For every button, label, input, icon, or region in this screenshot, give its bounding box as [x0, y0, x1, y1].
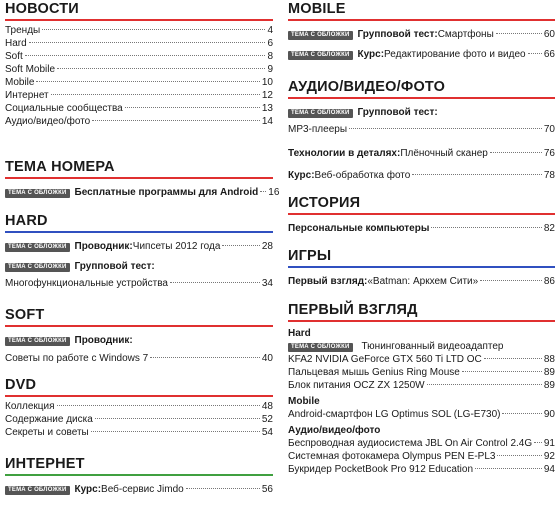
toc-row[interactable] [5, 240, 273, 253]
leader-dots [36, 81, 259, 82]
toc-row[interactable] [288, 379, 555, 392]
section-hard [5, 213, 273, 290]
toc-row[interactable] [288, 437, 555, 450]
leader-dots [42, 29, 265, 30]
toc-title: Плёночный сканер [400, 148, 488, 159]
leader-dots [528, 53, 542, 54]
page-number: 6 [267, 38, 273, 49]
page-number: 14 [261, 116, 273, 127]
page-number: 91 [543, 438, 555, 449]
leader-dots [51, 94, 260, 95]
section-dvd [5, 377, 273, 439]
toc-title: «Batman: Аркхем Сити» [367, 276, 479, 287]
leader-dots [534, 442, 542, 443]
page-number: 56 [261, 484, 273, 495]
section-title-soft: SOFT [5, 307, 273, 327]
section-title-mobile: MOBILE [288, 1, 555, 21]
leader-dots [484, 358, 542, 359]
toc-row[interactable] [5, 352, 273, 365]
section-history [288, 195, 555, 235]
cover-story-tag: ТЕМА С ОБЛОЖКИ [288, 31, 353, 40]
page-number: 48 [261, 401, 273, 412]
toc-title: Социальные сообщества [5, 103, 123, 114]
page-number: 60 [543, 29, 555, 40]
toc-title-bold: Групповой тест: [357, 29, 438, 40]
toc-title: Системная фотокамера Olympus PEN E-PL3 [288, 451, 496, 462]
toc-title-bold: Групповой тест: [357, 107, 438, 118]
toc-title: Бесплатные программы для Android [74, 187, 259, 198]
page-number: 89 [543, 367, 555, 378]
leader-dots [349, 128, 542, 129]
leader-dots [95, 418, 260, 419]
toc-title: Многофункциональные устройства [5, 278, 168, 289]
section-first-look [288, 302, 555, 476]
leader-dots [57, 68, 265, 69]
leader-dots [260, 191, 266, 192]
toc-title-bold: Курс: [288, 170, 315, 181]
page-number: 70 [543, 124, 555, 135]
page-number: 13 [261, 103, 273, 114]
subsection-hard: Hard [288, 328, 311, 339]
leader-dots [25, 55, 266, 56]
leader-dots [186, 488, 260, 489]
toc-row[interactable] [288, 463, 555, 476]
leader-dots [222, 245, 259, 246]
section-title-first-look: ПЕРВЫЙ ВЗГЛЯД [288, 302, 555, 322]
page-number: 34 [261, 278, 273, 289]
section-title-internet: ИНТЕРНЕТ [5, 456, 273, 476]
toc-title: Hard [5, 38, 27, 49]
toc-row[interactable] [5, 89, 273, 102]
cover-story-tag: ТЕМА С ОБЛОЖКИ [5, 263, 70, 272]
toc-row[interactable] [288, 48, 555, 61]
section-internet [5, 456, 273, 496]
toc-row[interactable] [288, 408, 555, 421]
toc-row[interactable] [288, 106, 555, 119]
toc-title: Mobile [5, 77, 35, 88]
page-number: 66 [543, 49, 555, 60]
toc-title: Секреты и советы [5, 427, 89, 438]
subsection-audio-video-photo: Аудио/видео/фото [288, 425, 381, 436]
toc-row[interactable] [5, 37, 273, 50]
page-number: 40 [261, 353, 273, 364]
cover-story-tag: ТЕМА С ОБЛОЖКИ [5, 486, 70, 495]
section-soft [5, 307, 273, 365]
toc-row[interactable] [288, 353, 555, 366]
toc-title: Android-смартфон LG Optimus SOL (LG-E730) [288, 409, 501, 420]
toc-title-bold: Технологии в деталях: [288, 148, 401, 159]
section-title-news: НОВОСТИ [5, 1, 273, 21]
leader-dots [462, 371, 542, 372]
toc-row[interactable] [5, 426, 273, 439]
section-audio-video-photo [288, 79, 555, 182]
toc-row[interactable] [288, 340, 555, 353]
page-number: 8 [267, 51, 273, 62]
toc-row[interactable] [5, 76, 273, 89]
toc-row[interactable] [5, 24, 273, 37]
toc-title: Веб-обработка фото [314, 170, 411, 181]
cover-story-tag: ТЕМА С ОБЛОЖКИ [288, 109, 353, 118]
section-title-history: ИСТОРИЯ [288, 195, 555, 215]
toc-row[interactable] [288, 169, 555, 182]
subsection-mobile: Mobile [288, 396, 320, 407]
toc-title: KFA2 NVIDIA GeForce GTX 560 Ti LTD OC [288, 354, 482, 365]
toc-title: Чипсеты 2012 года [132, 241, 221, 252]
toc-title: Тренды [5, 25, 41, 36]
toc-title: Аудио/видео/фото [5, 116, 91, 127]
section-news [5, 1, 273, 128]
leader-dots [412, 174, 542, 175]
toc-title: Тюнингованный видеоадаптер [361, 341, 504, 352]
leader-dots [496, 33, 542, 34]
section-tema [5, 159, 280, 199]
leader-dots [427, 384, 542, 385]
section-title-tema: ТЕМА НОМЕРА [5, 159, 273, 179]
cover-story-tag: ТЕМА С ОБЛОЖКИ [5, 189, 70, 198]
leader-dots [497, 455, 541, 456]
toc-title: Букридер PocketBook Pro 912 Education [288, 464, 474, 475]
toc-row[interactable] [5, 260, 273, 273]
toc-row[interactable] [5, 115, 273, 128]
page-number: 88 [543, 354, 555, 365]
leader-dots [490, 152, 542, 153]
leader-dots [475, 468, 542, 469]
section-title-dvd: DVD [5, 377, 273, 397]
toc-title-bold: Персональные компьютеры [288, 223, 430, 234]
toc-title: Смартфоны [437, 29, 494, 40]
leader-dots [480, 280, 542, 281]
toc-title-bold: Первый взгляд: [288, 276, 368, 287]
toc-row[interactable] [5, 334, 273, 347]
page-number: 9 [267, 64, 273, 75]
toc-title: Soft Mobile [5, 64, 56, 75]
leader-dots [170, 282, 260, 283]
page-number: 16 [268, 187, 280, 198]
page-number: 90 [543, 409, 555, 420]
cover-story-tag: ТЕМА С ОБЛОЖКИ [5, 243, 70, 252]
toc-title: Содержание диска [5, 414, 93, 425]
toc-title: MP3-плееры [288, 124, 348, 135]
toc-row[interactable] [5, 277, 273, 290]
toc-title-bold: Проводник: [74, 241, 133, 252]
toc-title: Soft [5, 51, 23, 62]
toc-row[interactable] [288, 147, 555, 160]
page-number: 76 [543, 148, 555, 159]
leader-dots [502, 413, 541, 414]
toc-title-bold: Курс: [357, 49, 385, 60]
toc-title: Веб-сервис Jimdo [101, 484, 184, 495]
page-number: 52 [261, 414, 273, 425]
toc-row[interactable] [5, 50, 273, 63]
toc-title-bold: Проводник: [74, 335, 133, 346]
leader-dots [150, 357, 260, 358]
page-number: 10 [261, 77, 273, 88]
section-games [288, 248, 555, 288]
page-number: 92 [543, 451, 555, 462]
section-mobile [288, 1, 555, 61]
page-number: 86 [543, 276, 555, 287]
toc-row[interactable] [5, 400, 273, 413]
leader-dots [29, 42, 266, 43]
toc-title: Советы по работе с Windows 7 [5, 353, 149, 364]
page-number: 89 [543, 380, 555, 391]
toc-row[interactable] [288, 222, 555, 235]
toc-title: Пальцевая мышь Genius Ring Mouse [288, 367, 460, 378]
leader-dots [91, 431, 260, 432]
toc-row[interactable] [5, 186, 280, 199]
section-title-hard: HARD [5, 213, 273, 233]
section-title-games: ИГРЫ [288, 248, 555, 268]
toc-row[interactable] [288, 123, 555, 136]
toc-title-bold: Групповой тест: [74, 261, 155, 272]
toc-row[interactable] [288, 450, 555, 463]
toc-title: Редактирование фото и видео [384, 49, 526, 60]
page-number: 4 [267, 25, 273, 36]
leader-dots [125, 107, 260, 108]
leader-dots [431, 227, 541, 228]
toc-row[interactable] [5, 63, 273, 76]
toc-title: Блок питания OCZ ZX 1250W [288, 380, 425, 391]
toc-title: Беспроводная аудиосистема JBL On Air Control 2.4G [288, 438, 533, 449]
page-number: 28 [261, 241, 273, 252]
leader-dots [57, 405, 260, 406]
toc-title: Коллекция [5, 401, 55, 412]
cover-story-tag: ТЕМА С ОБЛОЖКИ [288, 51, 353, 60]
leader-dots [92, 120, 260, 121]
toc-row[interactable] [288, 366, 555, 379]
page-number: 94 [543, 464, 555, 475]
cover-story-tag: ТЕМА С ОБЛОЖКИ [5, 337, 70, 346]
page-number: 82 [543, 223, 555, 234]
section-title-audio: АУДИО/ВИДЕО/ФОТО [288, 79, 555, 99]
cover-story-tag: ТЕМА С ОБЛОЖКИ [288, 343, 353, 352]
toc-row[interactable] [5, 483, 273, 496]
toc-row[interactable] [5, 413, 273, 426]
toc-row[interactable] [288, 28, 555, 41]
toc-row[interactable] [5, 102, 273, 115]
page-number: 12 [261, 90, 273, 101]
toc-title-bold: Курс: [74, 484, 102, 495]
toc-row[interactable] [288, 275, 555, 288]
page-number: 78 [543, 170, 555, 181]
toc-title: Интернет [5, 90, 49, 101]
page-number: 54 [261, 427, 273, 438]
